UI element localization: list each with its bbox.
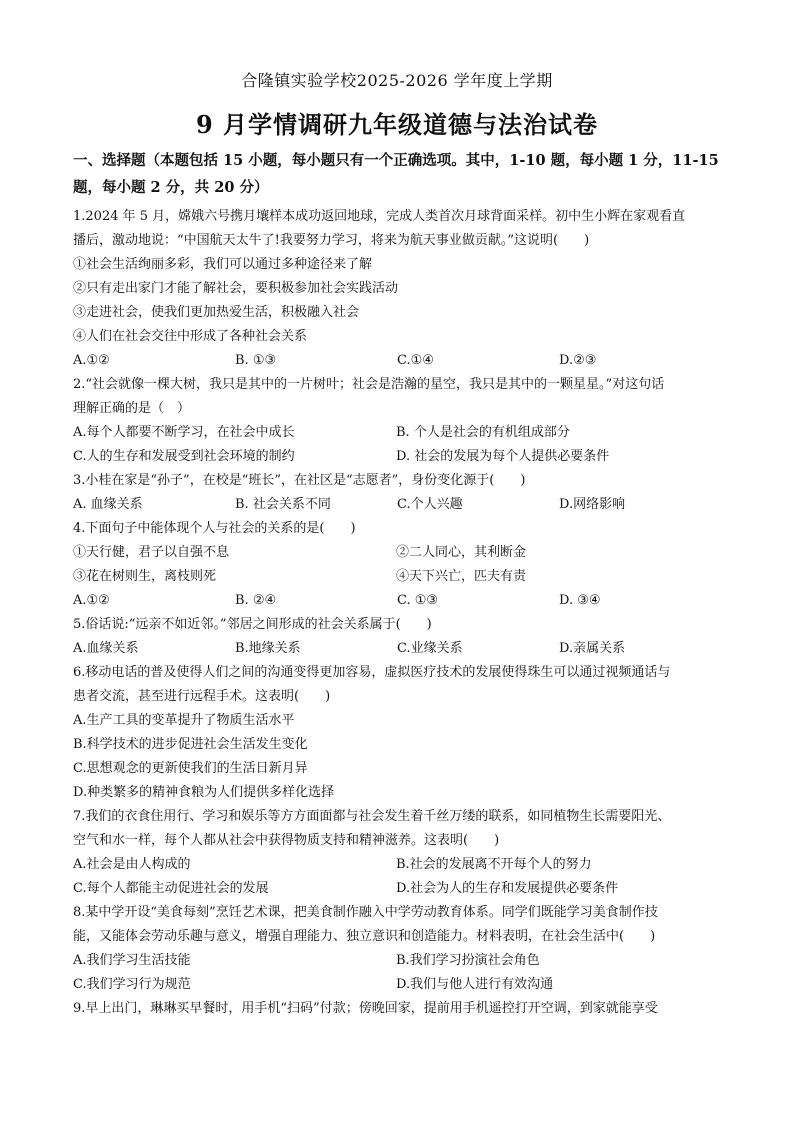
option-c[interactable]: C.人的生存和发展受到社会环境的制约 xyxy=(73,449,295,464)
option-b[interactable]: B. 社会关系不同 xyxy=(235,497,331,512)
statement: ④人们在社会交往中形成了各种社会关系 xyxy=(73,329,308,344)
question-stem: 4.下面句子中能体现个人与社会的关系的是( ) xyxy=(73,521,356,536)
option-b[interactable]: B. ①③ xyxy=(235,353,277,368)
option-row xyxy=(73,877,723,901)
option-b[interactable]: B. 个人是社会的有机组成部分 xyxy=(396,425,570,440)
option-d[interactable]: D. 社会的发展为每个人提供必要条件 xyxy=(396,449,610,464)
option-d[interactable]: D.②③ xyxy=(559,353,597,368)
question-stem: 理解正确的是（ ） xyxy=(73,401,191,416)
option-c[interactable]: C.业缘关系 xyxy=(397,641,463,656)
question-stem: 播后，激动地说：“中国航天太牛了!我要努力学习，将来为航天事业做贡献。”这说明( ) xyxy=(73,233,590,248)
option-d[interactable]: D. ③④ xyxy=(559,593,601,608)
option-a[interactable]: A.我们学习生活技能 xyxy=(73,953,191,968)
option-b[interactable]: B.社会的发展离不开每个人的努力 xyxy=(396,857,592,872)
option-d[interactable]: D.网络影响 xyxy=(559,497,626,512)
option-a[interactable]: A.生产工具的变革提升了物质生活水平 xyxy=(73,713,295,728)
option-row xyxy=(73,445,723,469)
option-row xyxy=(73,589,723,613)
question-stem: 5.俗话说:“远亲不如近邻。”邻居之间形成的社会关系属于( ) xyxy=(73,617,432,632)
option-c[interactable]: C.①④ xyxy=(397,353,434,368)
option-a[interactable]: A.①② xyxy=(73,593,110,608)
statement-row xyxy=(73,565,723,589)
exam-title: 9 月学情调研九年级道德与法治试卷 xyxy=(195,110,599,139)
question-stem: 9.早上出门，琳琳买早餐时，用手机“扫码”付款；傍晚回家，提前用手机遥控打开空调，到家就能享受 xyxy=(73,1001,658,1016)
option-a[interactable]: A.每个人都要不断学习，在社会中成长 xyxy=(73,425,295,440)
question-list xyxy=(73,205,723,1021)
question-stem: 6.移动电话的普及使得人们之间的沟通变得更加容易，虚拟医疗技术的发展使得珠生可以通过视频通话与 xyxy=(73,665,671,680)
option-d[interactable]: D.种类繁多的精神食粮为人们提供多样化选择 xyxy=(73,785,335,800)
option-c[interactable]: C.个人兴趣 xyxy=(397,497,463,512)
option-row xyxy=(73,493,723,517)
option-b[interactable]: B.科学技术的进步促进社会生活发生变化 xyxy=(73,737,308,752)
statement: ②二人同心，其利断金 xyxy=(396,545,527,560)
option-c[interactable]: C.我们学习行为规范 xyxy=(73,977,191,992)
section-heading xyxy=(73,147,733,201)
option-a[interactable]: A.①② xyxy=(73,353,110,368)
statement: ①天行健，君子以自强不息 xyxy=(73,545,230,560)
question-stem: 3.小桂在家是“孙子”，在校是“班长”，在社区是“志愿者”，身份变化源于( ) xyxy=(73,473,526,488)
option-d[interactable]: D.我们与他人进行有效沟通 xyxy=(396,977,554,992)
question-stem: 患者交流，甚至进行远程手术。这表明( ) xyxy=(73,689,331,704)
option-a[interactable]: A.社会是由人构成的 xyxy=(73,857,191,872)
option-c[interactable]: C.思想观念的更新使我们的生活日新月异 xyxy=(73,761,308,776)
statement: ③走进社会，使我们更加热爱生活，积极融入社会 xyxy=(73,305,360,320)
statement: ①社会生活绚丽多彩，我们可以通过多种途径来了解 xyxy=(73,257,373,272)
option-row xyxy=(73,349,723,373)
question-stem: 2.“社会就像一棵大树，我只是其中的一片树叶；社会是浩瀚的星空，我只是其中的一颗星星。”对这句话 xyxy=(73,377,665,392)
question-stem: 8.某中学开设“美食每刻”烹饪艺术课，把美食制作融入中学劳动教育体系。同学们既能学习美食制作技 xyxy=(73,905,658,920)
question-stem: 空气和水一样，每个人都从社会中获得物质支持和精神滋养。这表明( ) xyxy=(73,833,500,848)
option-d[interactable]: D.亲属关系 xyxy=(559,641,626,656)
option-b[interactable]: B.我们学习扮演社会角色 xyxy=(396,953,540,968)
option-a[interactable]: A. 血缘关系 xyxy=(73,497,143,512)
section-heading-line: 一、选择题（本题包括 15 小题，每小题只有一个正确选项。其中，1-10 题，每小题 1 分，11-15 xyxy=(73,152,719,169)
statement: ②只有走出家门才能了解社会，要积极参加社会实践活动 xyxy=(73,281,399,296)
statement-row xyxy=(73,541,723,565)
section-heading-line: 题，每小题 2 分，共 20 分） xyxy=(73,179,269,196)
option-row xyxy=(73,637,723,661)
question-stem: 7.我们的衣食住用行、学习和娱乐等方方面面都与社会发生着千丝万缕的联系，如同植物生长需要阳光、 xyxy=(73,809,671,824)
option-row xyxy=(73,853,723,877)
question-stem: 1.2024 年 5 月，嫦娥六号携月壤样本成功返回地球，完成人类首次月球背面采样。初中生小辉在家观看直 xyxy=(73,209,686,224)
school-term-heading: 合隆镇实验学校2025-2026 学年度上学期 xyxy=(241,71,553,90)
option-row xyxy=(73,949,723,973)
option-b[interactable]: B. ②④ xyxy=(235,593,277,608)
option-row xyxy=(73,421,723,445)
option-b[interactable]: B.地缘关系 xyxy=(235,641,301,656)
statement: ③花在树则生，离枝则死 xyxy=(73,569,217,584)
statement: ④天下兴亡，匹夫有责 xyxy=(396,569,527,584)
option-d[interactable]: D.社会为人的生存和发展提供必要条件 xyxy=(396,881,619,896)
option-a[interactable]: A.血缘关系 xyxy=(73,641,139,656)
question-stem: 能，又能体会劳动乐趣与意义，增强自理能力、独立意识和创造能力。材料表明，在社会生活中( ) xyxy=(73,929,656,944)
option-c[interactable]: C.每个人都能主动促进社会的发展 xyxy=(73,881,269,896)
option-c[interactable]: C. ①③ xyxy=(397,593,439,608)
option-row xyxy=(73,973,723,997)
